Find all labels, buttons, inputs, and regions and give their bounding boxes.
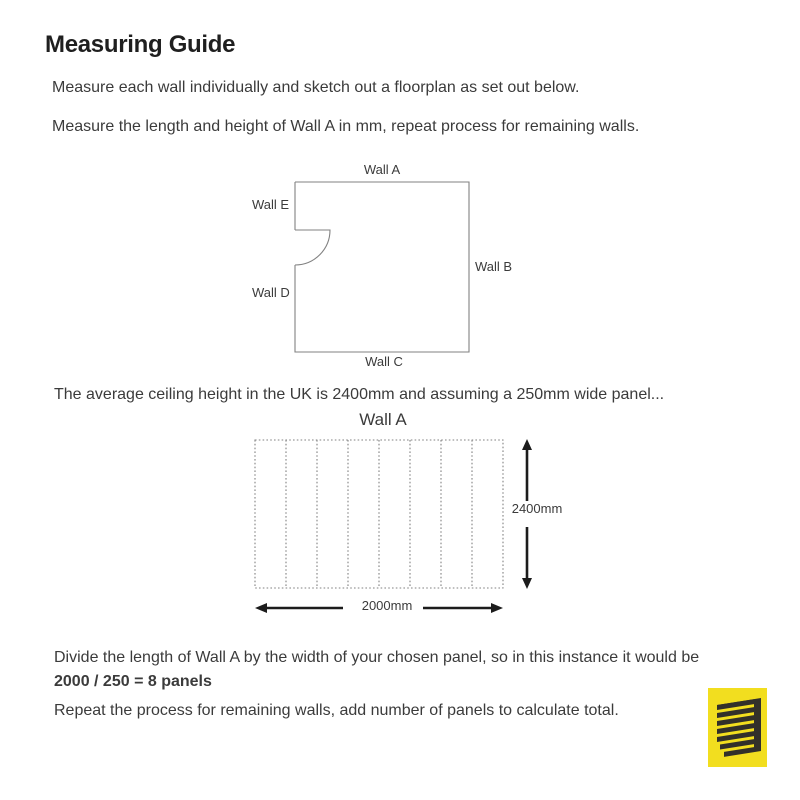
- floorplan-label-wall-d: Wall D: [252, 285, 290, 300]
- page-title: Measuring Guide: [45, 31, 236, 58]
- floorplan-label-wall-c: Wall C: [365, 354, 403, 369]
- panel-divider-lines: [286, 440, 472, 588]
- floorplan-label-wall-e: Wall E: [252, 197, 290, 212]
- room-outline: [295, 182, 469, 352]
- floorplan-label-wall-a: Wall A: [363, 162, 401, 177]
- intro-text-2: Measure the length and height of Wall A in mm, repeat process for remaining walls.: [52, 118, 640, 135]
- panel-diagram-title: Wall A: [359, 410, 407, 429]
- height-dimension-label: 2400mm: [511, 501, 563, 516]
- divide-instruction-text: Divide the length of Wall A by the width of your chosen panel, so in this instance it would be: [54, 649, 700, 666]
- door-swing-arc: [295, 230, 330, 265]
- formula-text: 2000 / 250 = 8 panels: [54, 673, 212, 690]
- ceiling-note-text: The average ceiling height in the UK is 2400mm and assuming a 250mm wide panel...: [54, 386, 665, 403]
- repeat-instruction-text: Repeat the process for remaining walls, add number of panels to calculate total.: [54, 702, 619, 719]
- panel-diagram: [250, 435, 580, 620]
- brand-logo: [708, 688, 767, 767]
- intro-text-1: Measure each wall individually and sketch out a floorplan as set out below.: [52, 79, 580, 96]
- floorplan-label-wall-b: Wall B: [475, 259, 513, 274]
- width-dimension-label: 2000mm: [361, 598, 413, 613]
